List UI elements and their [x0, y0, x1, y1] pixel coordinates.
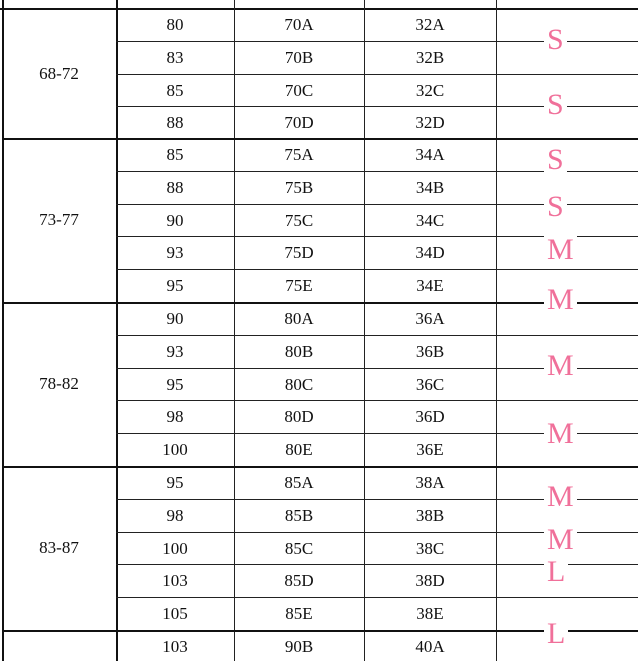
underbust-cell: 98	[166, 406, 184, 426]
eu-size-cell: 80B	[284, 341, 314, 361]
eu-size-cell: 75D	[284, 242, 314, 262]
us-size-cell: 34C	[415, 210, 445, 230]
grid-line-v	[496, 0, 497, 661]
grid-line-h	[496, 106, 638, 107]
eu-size-cell: 70C	[284, 80, 314, 100]
bust-range-cell: 83-87	[39, 538, 79, 557]
underbust-cell: 93	[166, 341, 184, 361]
eu-size-cell: 80A	[284, 308, 314, 328]
eu-size-cell: 80C	[284, 374, 314, 394]
size-label: L	[544, 556, 568, 588]
eu-size-cell: 75E	[285, 275, 313, 295]
us-size-cell: 38E	[416, 603, 444, 623]
eu-size-cell: 70A	[284, 14, 314, 34]
eu-size-cell: 70B	[284, 47, 314, 67]
us-size-cell: 36B	[415, 341, 445, 361]
underbust-cell: 95	[166, 275, 184, 295]
grid-line-h	[496, 171, 638, 172]
underbust-cell: 100	[162, 439, 188, 459]
size-label: M	[544, 350, 577, 382]
underbust-cell: 95	[166, 374, 184, 394]
underbust-cell: 93	[166, 242, 184, 262]
us-size-cell: 32C	[415, 80, 445, 100]
size-label: M	[544, 234, 577, 266]
eu-size-cell: 85D	[284, 570, 314, 590]
size-label: S	[544, 191, 567, 223]
size-label: M	[544, 418, 577, 450]
grid-line-h	[496, 269, 638, 270]
eu-size-cell: 75A	[284, 144, 314, 164]
us-size-cell: 36E	[416, 439, 444, 459]
size-label: S	[544, 89, 567, 121]
us-size-cell: 38A	[415, 472, 445, 492]
grid-line-h	[496, 41, 638, 42]
us-size-cell: 34A	[415, 144, 445, 164]
size-label: M	[544, 481, 577, 513]
grid-line-h	[496, 400, 638, 401]
bust-range-cell: 78-82	[39, 374, 79, 393]
eu-size-cell: 85A	[284, 472, 314, 492]
grid-line-h	[496, 335, 638, 336]
eu-size-cell: 80D	[284, 406, 314, 426]
us-size-cell: 40A	[415, 636, 445, 656]
us-size-cell: 32D	[415, 112, 445, 132]
underbust-cell: 85	[166, 80, 184, 100]
grid-line-h	[496, 597, 638, 598]
underbust-cell: 85	[166, 144, 184, 164]
size-label: M	[544, 524, 577, 556]
us-size-cell: 38C	[415, 538, 445, 558]
us-size-cell: 32A	[415, 14, 445, 34]
eu-size-cell: 90B	[284, 636, 314, 656]
us-size-cell: 32B	[415, 47, 445, 67]
us-size-cell: 38B	[415, 505, 445, 525]
underbust-cell: 100	[162, 538, 188, 558]
us-size-cell: 36D	[415, 406, 445, 426]
eu-size-cell: 75C	[284, 210, 314, 230]
underbust-cell: 80	[166, 14, 184, 34]
underbust-cell: 88	[166, 112, 184, 132]
us-size-cell: 38D	[415, 570, 445, 590]
eu-size-cell: 70D	[284, 112, 314, 132]
underbust-cell: 98	[166, 505, 184, 525]
bust-range-cell: 73-77	[39, 210, 79, 229]
size-label: S	[544, 144, 567, 176]
us-size-cell: 36C	[415, 374, 445, 394]
us-size-cell: 36A	[415, 308, 445, 328]
underbust-cell: 103	[162, 570, 188, 590]
eu-size-cell: 75B	[284, 177, 314, 197]
underbust-cell: 90	[166, 210, 184, 230]
grid-line-h	[496, 204, 638, 205]
eu-size-cell: 85C	[284, 538, 314, 558]
size-label: L	[544, 618, 568, 650]
size-label: M	[544, 284, 577, 316]
us-size-cell: 34B	[415, 177, 445, 197]
eu-size-cell: 85B	[284, 505, 314, 525]
underbust-cell: 88	[166, 177, 184, 197]
grid-line-h	[496, 74, 638, 75]
underbust-cell: 103	[162, 636, 188, 656]
underbust-cell: 90	[166, 308, 184, 328]
underbust-cell: 105	[162, 603, 188, 623]
size-label: S	[544, 24, 567, 56]
eu-size-cell: 80E	[285, 439, 313, 459]
underbust-cell: 95	[166, 472, 184, 492]
us-size-cell: 34D	[415, 242, 445, 262]
eu-size-cell: 85E	[285, 603, 313, 623]
bust-range-cell: 68-72	[39, 63, 79, 83]
underbust-cell: 83	[166, 47, 184, 67]
us-size-cell: 34E	[416, 275, 444, 295]
